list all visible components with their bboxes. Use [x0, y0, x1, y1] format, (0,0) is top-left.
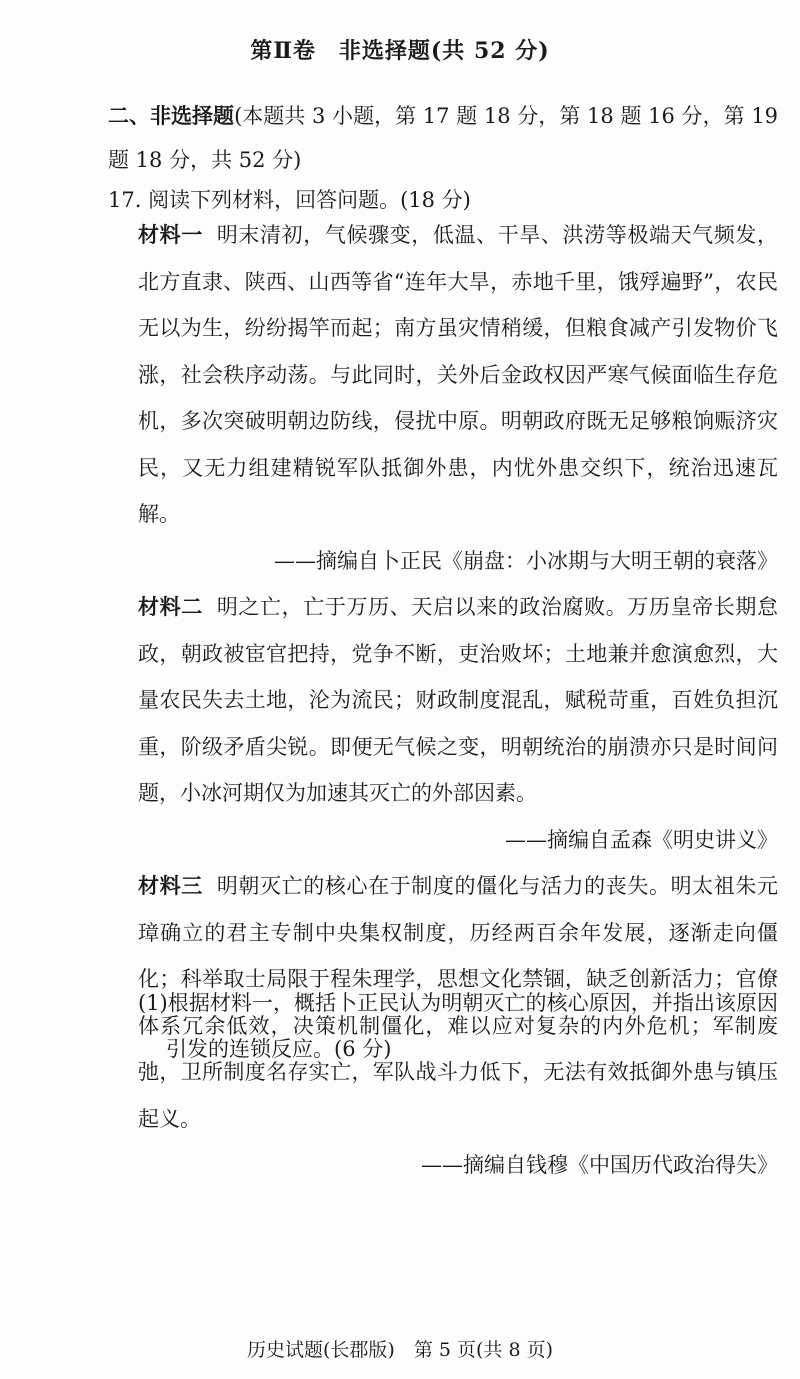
- section-description: (本题共 3 小题，第 17 题 18 分，第 18 题 16 分，第 19 题 18 分，共 52 分): [108, 104, 778, 172]
- material-2-source: ——摘编自孟森《明史讲义》: [505, 827, 778, 852]
- section-label: 二、非选择题: [108, 103, 235, 128]
- material-1-label: 材料一: [138, 222, 203, 247]
- material-2-label: 材料二: [138, 594, 203, 619]
- section-heading: [108, 94, 778, 182]
- material-1: [138, 212, 778, 538]
- question-header: 17. 阅读下列材料，回答问题。(18 分): [108, 188, 471, 212]
- material-1-source: ——摘编自卜正民《崩盘：小冰期与大明王朝的衰落》: [274, 548, 778, 573]
- material-3-text: 明朝灭亡的核心在于制度的僵化与活力的丧失。明太祖朱元璋确立的君主专制中央集权制度，历经两百余年发展，逐渐走向僵化；科举取士局限于程朱理学，思想文化禁锢，缺乏创新活力；官僚体系冗余低效，决策机制僵化，难以应对复杂的内外危机；军制废弛，卫所制度名存实亡，军队战斗力低下，无法有效抵御外患与镇压起义。: [138, 874, 779, 1131]
- sub-question-1: (1)根据材料一，概括卜正民认为明朝灭亡的核心原因，并指出该原因引发的连锁反应。(6 分): [138, 991, 778, 1061]
- page-footer: 历史试题(长郡版) 第 5 页(共 8 页): [247, 1339, 553, 1361]
- material-1-text: 明末清初，气候骤变，低温、干旱、洪涝等极端天气频发，北方直隶、陕西、山西等省“连年大旱，赤地千里，饿殍遍野”，农民无以为生，纷纷揭竿而起；南方虽灾情稍缓，但粮食减产引发物价飞涨，社会秩序动荡。与此同时，关外后金政权因严寒气候面临生存危机，多次突破明朝边防线，侵扰中原。明朝政府既无足够粮饷赈济灾民，又无力组建精锐军队抵御外患，内忧外患交织下，统治迅速瓦解。: [138, 223, 779, 526]
- page-title: 第Ⅱ卷 非选择题(共 52 分): [250, 38, 550, 64]
- material-2-text: 明之亡，亡于万历、天启以来的政治腐败。万历皇帝长期怠政，朝政被宦官把持，党争不断，吏治败坏；土地兼并愈演愈烈，大量农民失去土地，沦为流民；财政制度混乱，赋税苛重，百姓负担沉重，阶级矛盾尖锐。即便无气候之变，明朝统治的崩溃亦只是时间问题，小冰河期仅为加速其灭亡的外部因素。: [138, 595, 779, 805]
- material-2: [138, 584, 778, 817]
- material-3-label: 材料三: [138, 873, 203, 898]
- material-3-source: ——摘编自钱穆《中国历代政治得失》: [421, 1153, 778, 1177]
